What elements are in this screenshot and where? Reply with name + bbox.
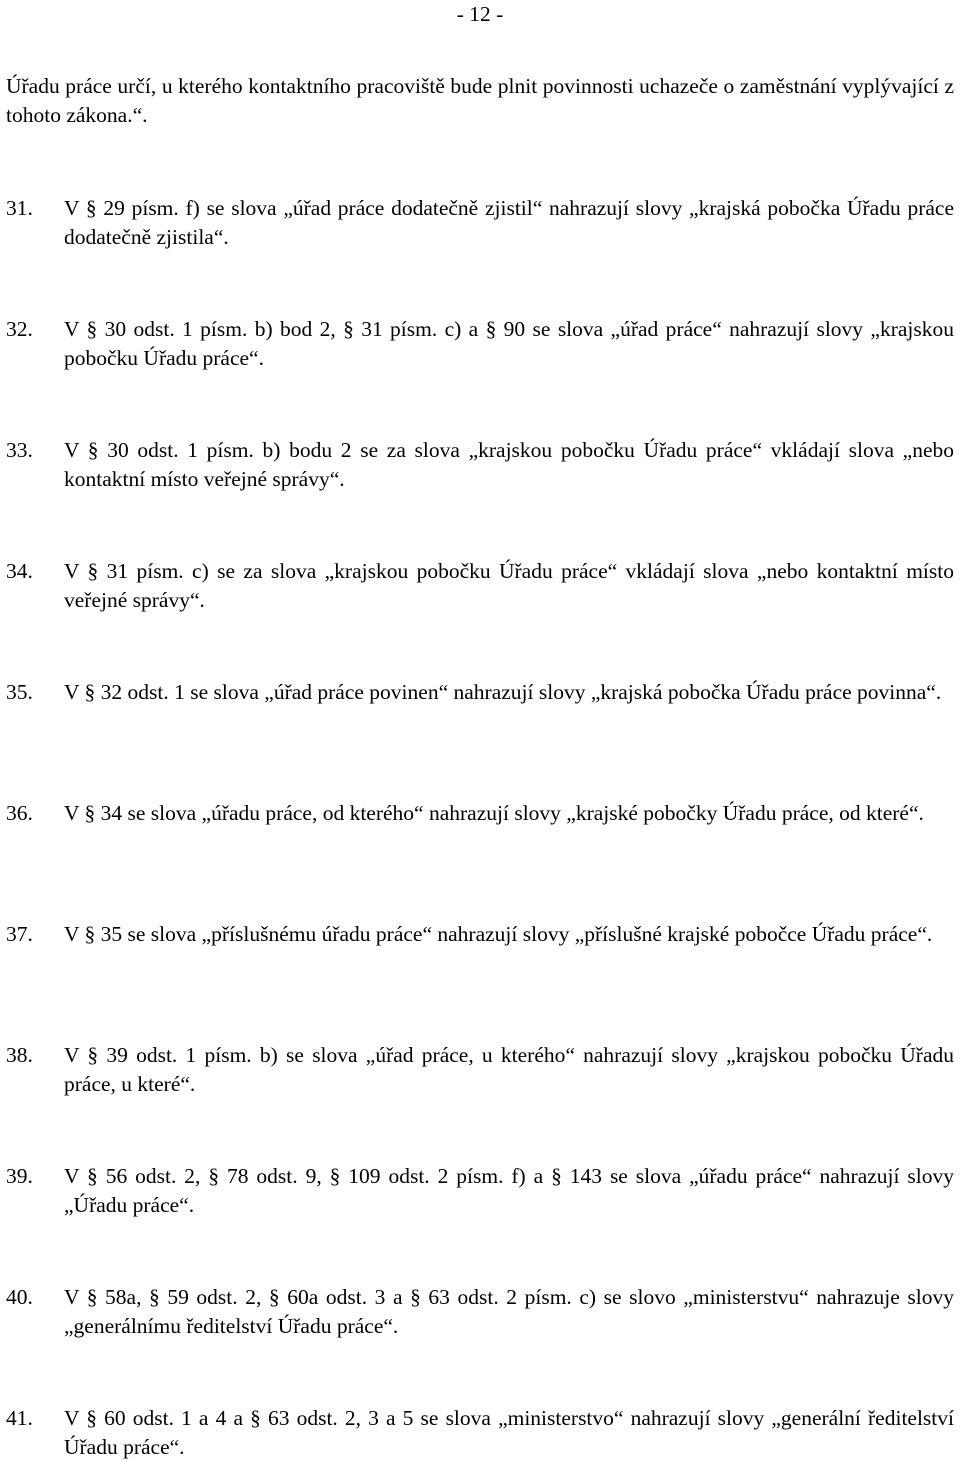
item-number: 33. — [6, 438, 33, 462]
item-number: 35. — [6, 680, 33, 704]
item-text: V § 31 písm. c) se za slova „krajskou pobočku Úřadu práce“ vkládají slova „nebo kontaktní místo veřejné správy“. — [64, 559, 954, 612]
item-text: V § 60 odst. 1 a 4 a § 63 odst. 2, 3 a 5 se slova „ministerstvo“ nahrazují slovy „generální ředitelství Úřadu práce“. — [64, 1406, 954, 1459]
item-number: 34. — [6, 559, 33, 583]
item-text: V § 30 odst. 1 písm. b) bod 2, § 31 písm. c) a § 90 se slova „úřad práce“ nahrazují slovy „krajskou pobočku Úřadu práce“. — [64, 317, 954, 370]
item-text: V § 32 odst. 1 se slova „úřad práce povinen“ nahrazují slovy „krajská pobočka Úřadu práce povinna“. — [64, 680, 942, 704]
amendment-item-36 — [6, 799, 954, 828]
item-number: 39. — [6, 1164, 33, 1188]
item-number: 37. — [6, 922, 33, 946]
item-text: V § 58a, § 59 odst. 2, § 60a odst. 3 a § 63 odst. 2 písm. c) se slovo „ministerstvu“ nahrazuje slovy „generálnímu ředitelství Úřadu práce“. — [64, 1285, 954, 1338]
item-number: 41. — [6, 1406, 33, 1430]
item-number: 31. — [6, 196, 33, 220]
amendment-item-33 — [6, 436, 954, 494]
item-number: 36. — [6, 801, 33, 825]
amendment-item-41 — [6, 1404, 954, 1462]
amendment-item-40 — [6, 1283, 954, 1341]
item-number: 40. — [6, 1285, 33, 1309]
item-text: V § 39 odst. 1 písm. b) se slova „úřad práce, u kterého“ nahrazují slovy „krajskou pobočku Úřadu práce, u které“. — [64, 1043, 954, 1096]
amendment-item-39 — [6, 1162, 954, 1220]
item-number: 32. — [6, 317, 33, 341]
amendment-item-32 — [6, 315, 954, 373]
item-text: V § 29 písm. f) se slova „úřad práce dodatečně zjistil“ nahrazují slovy „krajská pobočka Úřadu práce dodatečně zjistila“. — [64, 196, 954, 249]
amendment-item-35 — [6, 678, 954, 707]
item-text: V § 56 odst. 2, § 78 odst. 9, § 109 odst. 2 písm. f) a § 143 se slova „úřadu práce“ nahrazují slovy „Úřadu práce“. — [64, 1164, 954, 1217]
intro-paragraph: Úřadu práce určí, u kterého kontaktního pracoviště bude plnit povinnosti uchazeče o zaměstnání vyplývající z tohoto zákona.“. — [6, 74, 954, 127]
item-text: V § 35 se slova „příslušnému úřadu práce“ nahrazují slovy „příslušné krajské pobočce Úřadu práce“. — [64, 922, 933, 946]
item-text: V § 34 se slova „úřadu práce, od kterého“ nahrazují slovy „krajské pobočky Úřadu práce, od které“. — [64, 801, 924, 825]
amendment-item-38 — [6, 1041, 954, 1099]
item-text: V § 30 odst. 1 písm. b) bodu 2 se za slova „krajskou pobočku Úřadu práce“ vkládají slova „nebo kontaktní místo veřejné správy“. — [64, 438, 954, 491]
amendment-item-31 — [6, 194, 954, 252]
amendment-item-37 — [6, 920, 954, 949]
amendment-item-34 — [6, 557, 954, 615]
item-number: 38. — [6, 1043, 33, 1067]
page-number: - 12 - — [456, 2, 504, 26]
